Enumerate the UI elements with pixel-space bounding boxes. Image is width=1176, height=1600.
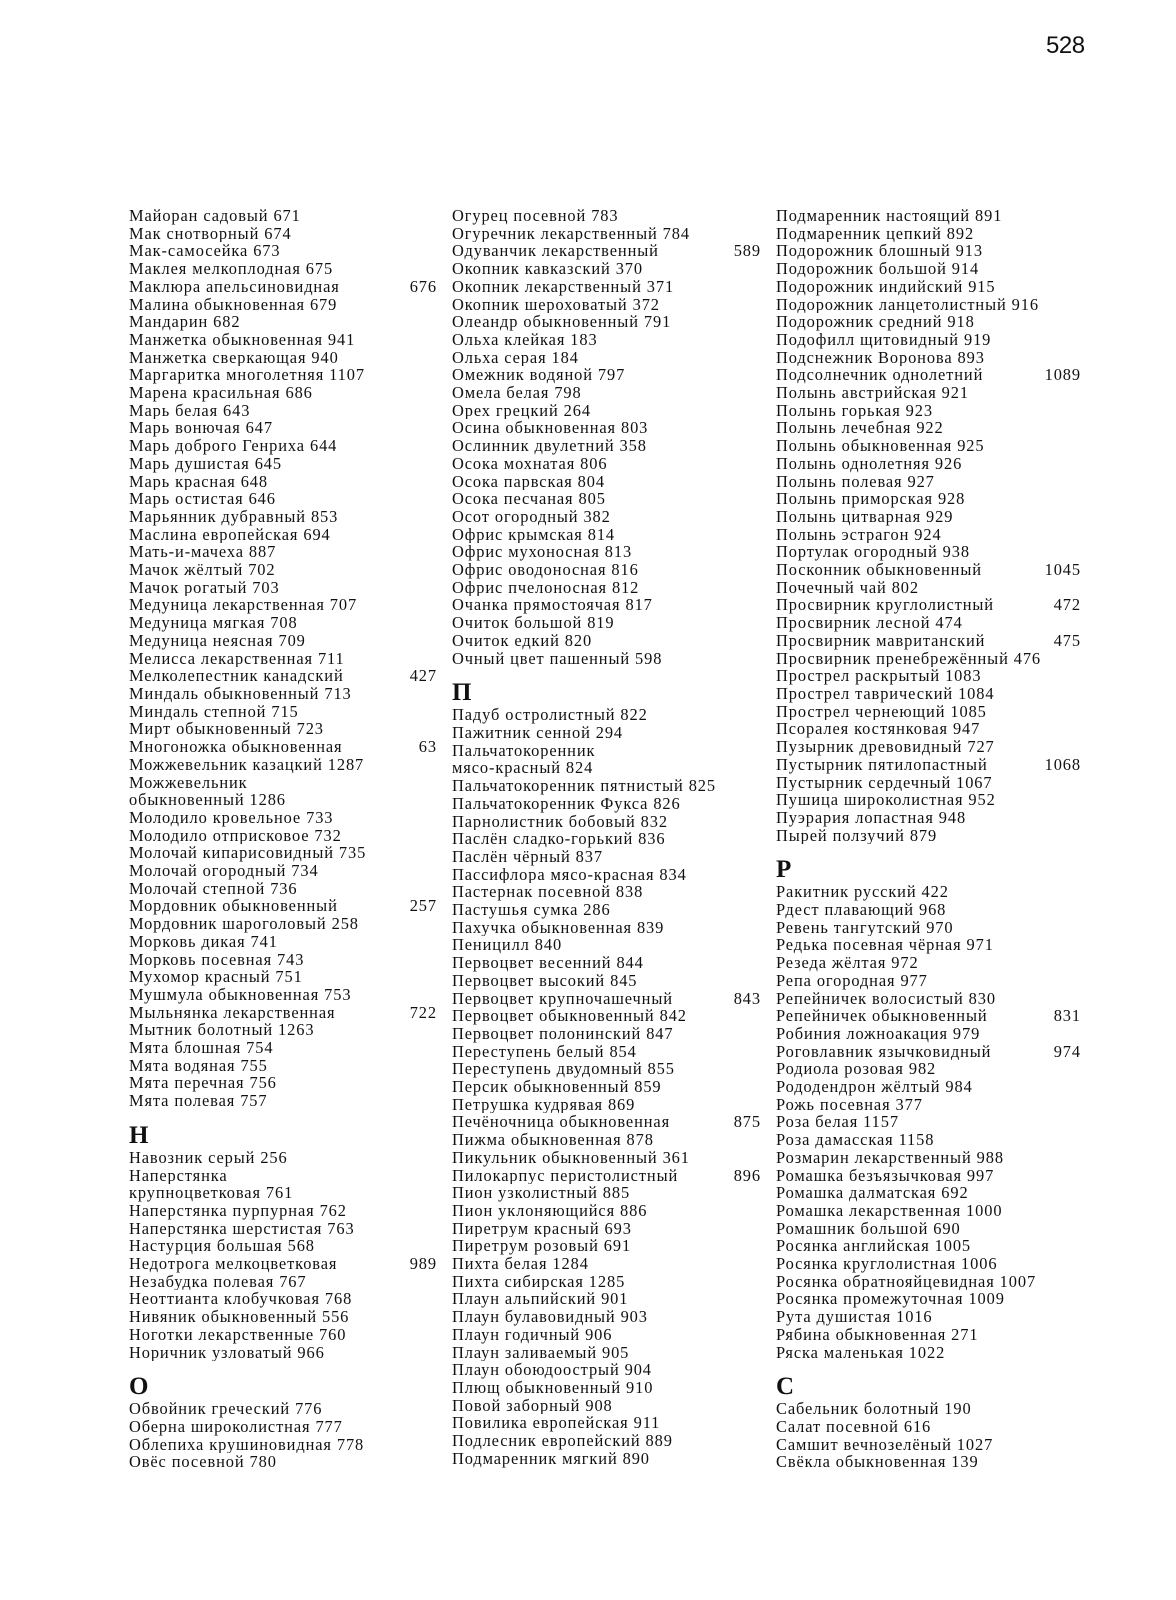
index-entry: Пузырник древовидный 727 xyxy=(776,738,995,756)
index-entry: Пеницилл 840 xyxy=(452,936,563,955)
index-entry: Полынь однолетняя 926 xyxy=(776,454,963,473)
index-entry: Полынь эстрагон 924 xyxy=(776,525,942,544)
index-entry: Окопник лекарственный 371 xyxy=(452,277,675,296)
index-entry: Полынь австрийская 921 xyxy=(776,384,969,402)
index-entry: крупноцветковая 761 xyxy=(129,1184,294,1202)
index-entry xyxy=(776,1043,1081,1061)
index-entry-term: Многоножка обыкновенная xyxy=(129,738,343,756)
index-entry: Парнолистник бобовый 832 xyxy=(452,812,668,831)
index-entry-page: 722 xyxy=(409,1003,437,1022)
index-entry: Миндаль степной 715 xyxy=(129,702,299,721)
index-entry xyxy=(776,1007,1081,1025)
index-entry-term: Просвирник круглолистный xyxy=(776,596,994,615)
index-entry: Морковь дикая 741 xyxy=(129,932,278,951)
index-entry: Петрушка кудрявая 869 xyxy=(452,1095,636,1114)
index-entry: Очиток едкий 820 xyxy=(452,631,593,650)
index-entry: Первоцвет обыкновенный 842 xyxy=(452,1007,687,1025)
index-entry: Подорожник индийский 915 xyxy=(776,277,996,296)
index-entry: Марь доброго Генриха 644 xyxy=(129,437,338,455)
index-entry: Осот огородный 382 xyxy=(452,507,611,526)
index-entry xyxy=(129,667,437,685)
index-entry-page: 989 xyxy=(409,1255,437,1273)
index-entry xyxy=(776,366,1081,384)
index-entry: Полынь лечебная 922 xyxy=(776,419,944,438)
page-number: 528 xyxy=(1046,32,1085,59)
index-entry: Рдест плавающий 968 xyxy=(776,901,947,919)
index-entry: Роза белая 1157 xyxy=(776,1113,899,1132)
index-entry-page: 875 xyxy=(733,1113,761,1132)
index-entry: Можжевельник казацкий 1287 xyxy=(129,755,365,774)
index-entry: Морковь посевная 743 xyxy=(129,950,305,969)
index-entry-term: Маклюра апельсиновидная xyxy=(129,277,340,296)
index-entry: Оберна широколистная 777 xyxy=(129,1418,343,1436)
index-entry xyxy=(129,1004,437,1022)
index-entry: Манжетка сверкающая 940 xyxy=(129,348,339,367)
index-entry: Подснежник Воронова 893 xyxy=(776,348,985,367)
index-entry: Офрис оводоносная 816 xyxy=(452,561,639,579)
index-entry: Рожь посевная 377 xyxy=(776,1095,923,1114)
index-entry: Подорожник большой 914 xyxy=(776,260,980,278)
index-entry: Ольха серая 184 xyxy=(452,348,579,367)
index-entry: Паслён чёрный 837 xyxy=(452,847,603,866)
index-entry: Майоран садовый 671 xyxy=(129,207,301,225)
index-entry: Очанка прямостоячая 817 xyxy=(452,596,653,615)
index-entry: Самшит вечнозелёный 1027 xyxy=(776,1435,994,1454)
index-entry: Манжетка обыкновенная 941 xyxy=(129,330,356,349)
index-entry-page: 974 xyxy=(1053,1042,1081,1061)
index-entry: Плаун альпийский 901 xyxy=(452,1290,629,1309)
index-entry-page: 475 xyxy=(1053,631,1081,650)
index-entry: Пихта белая 1284 xyxy=(452,1255,589,1273)
index-entry: обыкновенный 1286 xyxy=(129,791,286,809)
section-letter: П xyxy=(452,679,472,707)
index-entry: Молодило отприсковое 732 xyxy=(129,826,342,845)
index-entry xyxy=(129,738,437,756)
index-entry: Обвойник греческий 776 xyxy=(129,1400,323,1418)
index-entry: Медуница лекарственная 707 xyxy=(129,596,358,615)
index-entry: Овёс посевной 780 xyxy=(129,1453,277,1472)
section-letter: Н xyxy=(129,1121,149,1149)
index-entry: Орех грецкий 264 xyxy=(452,401,591,420)
index-entry: Мачок рогатый 703 xyxy=(129,578,280,597)
index-entry-term: Посконник обыкновенный xyxy=(776,561,982,579)
index-entry: Мак снотворный 674 xyxy=(129,224,292,243)
index-entry: Персик обыкновенный 859 xyxy=(452,1078,662,1096)
index-entry: Марь красная 648 xyxy=(129,472,268,491)
index-column-1 xyxy=(129,207,437,1471)
index-entry: Переступень белый 854 xyxy=(452,1042,637,1061)
index-entry: Пион узколистный 885 xyxy=(452,1184,631,1202)
index-entry: Пион уклоняющийся 886 xyxy=(452,1201,648,1220)
index-column-2 xyxy=(452,207,761,1468)
index-entry: Пажитник сенной 294 xyxy=(452,723,624,742)
index-entry: Ольха клейкая 183 xyxy=(452,330,598,349)
index-entry xyxy=(129,897,437,915)
index-entry: Псоралея костянковая 947 xyxy=(776,720,981,739)
index-entry: Подмаренник мягкий 890 xyxy=(452,1449,650,1468)
index-entry: Подорожник средний 918 xyxy=(776,313,975,331)
index-entry: Маклея мелкоплодная 675 xyxy=(129,260,334,278)
index-entry: Плаун булавовидный 903 xyxy=(452,1308,648,1326)
index-entry: Окопник кавказский 370 xyxy=(452,260,643,278)
index-entry: Полынь приморская 928 xyxy=(776,490,966,508)
index-entry: Падуб остролистный 822 xyxy=(452,706,648,724)
index-entry: Ромашка лекарственная 1000 xyxy=(776,1201,1003,1220)
index-entry: Мытник болотный 1263 xyxy=(129,1021,315,1040)
index-entry: Резеда жёлтая 972 xyxy=(776,954,919,972)
index-entry: Марена красильная 686 xyxy=(129,384,313,402)
index-entry: Ромашник большой 690 xyxy=(776,1219,961,1238)
index-entry: Родиола розовая 982 xyxy=(776,1060,937,1079)
index-entry: Очиток большой 819 xyxy=(452,614,615,632)
index-entry: Пихта сибирская 1285 xyxy=(452,1272,626,1291)
index-entry: Подорожник блошный 913 xyxy=(776,242,983,261)
index-entry: Розмарин лекарственный 988 xyxy=(776,1148,1004,1167)
index-entry: Медуница неясная 709 xyxy=(129,631,306,650)
index-entry: Марь белая 643 xyxy=(129,401,251,420)
index-entry: Марь вонючая 647 xyxy=(129,419,273,438)
index-entry: Пахучка обыкновенная 839 xyxy=(452,918,665,937)
index-entry: Паслён сладко-горький 836 xyxy=(452,830,666,848)
index-entry: Мелисса лекарственная 711 xyxy=(129,649,345,668)
index-entry: Салат посевной 616 xyxy=(776,1418,932,1436)
index-entry-term: Пустырник пятилопастный xyxy=(776,755,988,774)
index-entry: Свёкла обыкновенная 139 xyxy=(776,1453,979,1472)
index-entry: Настурция большая 568 xyxy=(129,1237,315,1256)
index-entry: Ромашка безъязычковая 997 xyxy=(776,1166,995,1185)
index-entry: Молочай кипарисовидный 735 xyxy=(129,844,367,863)
index-entry: Пассифлора мясо-красная 834 xyxy=(452,865,687,884)
index-entry-page: 1045 xyxy=(1044,561,1081,579)
index-entry: Молочай огородный 734 xyxy=(129,862,319,880)
index-entry: Пальчатокоренник пятнистый 825 xyxy=(452,777,716,795)
index-entry: Пальчатокоренник xyxy=(452,741,596,760)
index-entry: Наперстянка xyxy=(129,1166,228,1185)
index-entry-page: 427 xyxy=(409,667,437,685)
index-entry: Пальчатокоренник Фукса 826 xyxy=(452,794,681,813)
index-entry: Марь остистая 646 xyxy=(129,490,276,508)
index-entry: Омела белая 798 xyxy=(452,384,582,402)
index-entry: Осина обыкновенная 803 xyxy=(452,419,649,438)
index-entry: Медуница мягкая 708 xyxy=(129,614,298,632)
index-entry: Мирт обыкновенный 723 xyxy=(129,720,324,739)
index-entry: Редька посевная чёрная 971 xyxy=(776,936,994,955)
index-entry: Первоцвет полонинский 847 xyxy=(452,1024,674,1043)
index-entry: Повой заборный 908 xyxy=(452,1396,613,1415)
section-letter: С xyxy=(776,1373,795,1401)
index-entry: Рододендрон жёлтый 984 xyxy=(776,1078,973,1096)
index-entry: Рута душистая 1016 xyxy=(776,1308,933,1326)
index-entry: Рябина обыкновенная 271 xyxy=(776,1325,979,1344)
index-entry: Мордовник шароголовый 258 xyxy=(129,915,359,933)
index-entry-term: Печёночница обыкновенная xyxy=(452,1113,671,1132)
index-entry: Огурец посевной 783 xyxy=(452,207,619,225)
index-entry-page: 589 xyxy=(733,242,761,261)
index-entry: Прострел таврический 1084 xyxy=(776,684,995,703)
index-entry-page: 63 xyxy=(418,738,437,756)
index-entry: Молочай степной 736 xyxy=(129,879,298,898)
index-entry: Пустырник сердечный 1067 xyxy=(776,773,993,792)
index-entry: Пастушья сумка 286 xyxy=(452,901,611,919)
index-entry: Ревень тангутский 970 xyxy=(776,918,954,937)
index-entry: Ряска маленькая 1022 xyxy=(776,1343,946,1362)
index-entry: Незабудка полевая 767 xyxy=(129,1272,307,1291)
index-entry: Очный цвет пашенный 598 xyxy=(452,649,663,668)
index-entry: Почечный чай 802 xyxy=(776,578,919,597)
index-entry: Мушмула обыкновенная 753 xyxy=(129,985,352,1004)
index-entry xyxy=(452,1167,761,1185)
index-entry: Ромашка далматская 692 xyxy=(776,1184,969,1202)
index-entry: Плаун годичный 906 xyxy=(452,1325,613,1344)
index-entry-term: Одуванчик лекарственный xyxy=(452,242,659,261)
index-entry: Мак-самосейка 673 xyxy=(129,242,281,261)
index-entry: Мята полевая 757 xyxy=(129,1092,268,1110)
index-entry: Робиния ложноакация 979 xyxy=(776,1024,981,1043)
index-entry: Прострел чернеющий 1085 xyxy=(776,702,987,721)
index-entry: Наперстянка шерстистая 763 xyxy=(129,1219,355,1238)
index-entry: Молодило кровельное 733 xyxy=(129,808,334,827)
index-entry: Портулак огородный 938 xyxy=(776,543,970,562)
index-entry: Полынь цитварная 929 xyxy=(776,507,954,526)
index-entry: Норичник узловатый 966 xyxy=(129,1343,325,1362)
index-entry: Офрис мухоносная 813 xyxy=(452,543,633,562)
index-entry-term: Подсолнечник однолетний xyxy=(776,366,984,385)
index-entry-page: 843 xyxy=(733,989,761,1008)
index-entry: Подофилл щитовидный 919 xyxy=(776,330,992,349)
index-entry: Мачок жёлтый 702 xyxy=(129,561,276,579)
index-entry: Росянка обратнояйцевидная 1007 xyxy=(776,1272,1037,1291)
index-entry-page: 257 xyxy=(409,897,437,916)
index-entry: Пиретрум красный 693 xyxy=(452,1219,632,1238)
index-entry: Маргаритка многолетняя 1107 xyxy=(129,366,365,385)
index-entry xyxy=(452,1113,761,1131)
index-entry: Росянка круглолистная 1006 xyxy=(776,1255,998,1273)
index-entry-page: 472 xyxy=(1053,596,1081,615)
index-entry: Мята перечная 756 xyxy=(129,1074,277,1093)
index-entry: Навозник серый 256 xyxy=(129,1148,288,1167)
index-entry: Пушица широколистная 952 xyxy=(776,791,996,809)
index-entry: Пуэрария лопастная 948 xyxy=(776,808,967,827)
index-entry: Пырей ползучий 879 xyxy=(776,826,938,845)
index-entry: Мухомор красный 751 xyxy=(129,968,303,986)
index-entry xyxy=(776,596,1081,614)
index-entry: Росянка промежуточная 1009 xyxy=(776,1290,1005,1309)
index-entry: Миндаль обыкновенный 713 xyxy=(129,684,352,703)
index-entry: Полынь горькая 923 xyxy=(776,401,933,420)
index-entry: мясо-красный 824 xyxy=(452,759,594,778)
index-entry: Репа огородная 977 xyxy=(776,971,928,990)
index-entry: Полынь обыкновенная 925 xyxy=(776,437,985,455)
index-entry-term: Роговлавник язычковидный xyxy=(776,1042,992,1061)
index-entry: Подмаренник цепкий 892 xyxy=(776,224,975,243)
index-entry: Наперстянка пурпурная 762 xyxy=(129,1201,347,1220)
section-letter: Р xyxy=(776,856,792,884)
index-entry: Прострел раскрытый 1083 xyxy=(776,667,982,685)
index-entry: Подлесник европейский 889 xyxy=(452,1432,673,1450)
index-entry xyxy=(129,278,437,296)
index-entry-page: 896 xyxy=(733,1166,761,1185)
index-entry-term: Недотрога мелкоцветковая xyxy=(129,1255,338,1273)
index-entry: Офрис крымская 814 xyxy=(452,525,616,544)
index-entry: Неоттианта клобучковая 768 xyxy=(129,1290,353,1309)
index-entry: Мандарин 682 xyxy=(129,313,241,331)
index-entry: Мать-и-мачеха 887 xyxy=(129,543,277,562)
index-entry: Репейничек волосистый 830 xyxy=(776,989,996,1008)
index-entry: Олеандр обыкновенный 791 xyxy=(452,313,672,331)
index-entry: Первоцвет высокий 845 xyxy=(452,971,638,990)
index-entry: Подорожник ланцетолистный 916 xyxy=(776,295,1039,314)
index-entry-term: Просвирник мавританский xyxy=(776,631,986,650)
index-entry-term: Пилокарпус перистолистный xyxy=(452,1166,679,1185)
index-entry: Роза дамасская 1158 xyxy=(776,1131,935,1149)
index-entry: Облепиха крушиновидная 778 xyxy=(129,1435,365,1454)
index-entry: Офрис пчелоносная 812 xyxy=(452,578,640,597)
index-entry: Плющ обыкновенный 910 xyxy=(452,1379,654,1397)
index-entry: Окопник шероховатый 372 xyxy=(452,295,660,314)
index-entry: Нивяник обыкновенный 556 xyxy=(129,1308,350,1326)
index-entry: Пастернак посевной 838 xyxy=(452,883,644,902)
index-entry xyxy=(776,756,1081,774)
index-entry: Первоцвет весенний 844 xyxy=(452,954,644,972)
index-entry: Ноготки лекарственные 760 xyxy=(129,1325,347,1344)
index-entry: Переступень двудомный 855 xyxy=(452,1060,675,1079)
index-entry: Пижма обыкновенная 878 xyxy=(452,1131,654,1149)
index-entry: Росянка английская 1005 xyxy=(776,1237,972,1256)
index-entry: Плаун обоюдоострый 904 xyxy=(452,1361,652,1379)
index-entry xyxy=(452,242,761,260)
index-entry xyxy=(129,1255,437,1273)
index-entry: Мята блошная 754 xyxy=(129,1039,274,1057)
index-entry: Мята водяная 755 xyxy=(129,1056,268,1075)
index-entry: Полынь полевая 927 xyxy=(776,472,935,491)
index-entry: Осока парвская 804 xyxy=(452,472,605,491)
index-entry: Просвирник лесной 474 xyxy=(776,614,963,632)
index-entry-term: Мыльнянка лекарственная xyxy=(129,1003,336,1022)
index-entry-term: Мелколепестник канадский xyxy=(129,667,344,685)
index-entry: Марь душистая 645 xyxy=(129,454,282,473)
index-entry: Плаун заливаемый 905 xyxy=(452,1343,630,1362)
index-entry: Сабельник болотный 190 xyxy=(776,1400,972,1418)
index-entry: Можжевельник xyxy=(129,773,248,792)
index-entry: Пикульник обыкновенный 361 xyxy=(452,1148,690,1167)
index-entry-page: 1068 xyxy=(1044,755,1081,774)
index-entry xyxy=(776,561,1081,579)
index-entry xyxy=(776,632,1081,650)
index-entry: Пиретрум розовый 691 xyxy=(452,1237,632,1256)
index-entry: Осока песчаная 805 xyxy=(452,490,606,508)
index-entry: Маслина европейская 694 xyxy=(129,525,331,544)
index-entry-term: Репейничек обыкновенный xyxy=(776,1007,988,1025)
index-entry-term: Мордовник обыкновенный xyxy=(129,897,338,916)
index-entry: Малина обыкновенная 679 xyxy=(129,295,338,314)
index-entry: Ракитник русский 422 xyxy=(776,883,949,902)
index-entry xyxy=(452,990,761,1008)
index-entry-term: Первоцвет крупночашечный xyxy=(452,989,673,1008)
index-entry-page: 676 xyxy=(409,277,437,296)
index-entry: Омежник водяной 797 xyxy=(452,366,626,385)
index-column-3 xyxy=(776,207,1081,1471)
section-letter: О xyxy=(129,1373,149,1401)
index-entry-page: 1089 xyxy=(1044,366,1081,385)
index-entry-page: 831 xyxy=(1053,1007,1081,1025)
index-entry: Марьянник дубравный 853 xyxy=(129,507,339,526)
index-entry: Огуречник лекарственный 784 xyxy=(452,224,690,243)
index-entry: Подмаренник настоящий 891 xyxy=(776,207,1003,225)
index-entry: Осока мохнатая 806 xyxy=(452,454,608,473)
index-entry: Повилика европейская 911 xyxy=(452,1414,661,1433)
index-entry: Ослинник двулетний 358 xyxy=(452,437,647,455)
index-entry: Просвирник пренебрежённый 476 xyxy=(776,649,1042,668)
